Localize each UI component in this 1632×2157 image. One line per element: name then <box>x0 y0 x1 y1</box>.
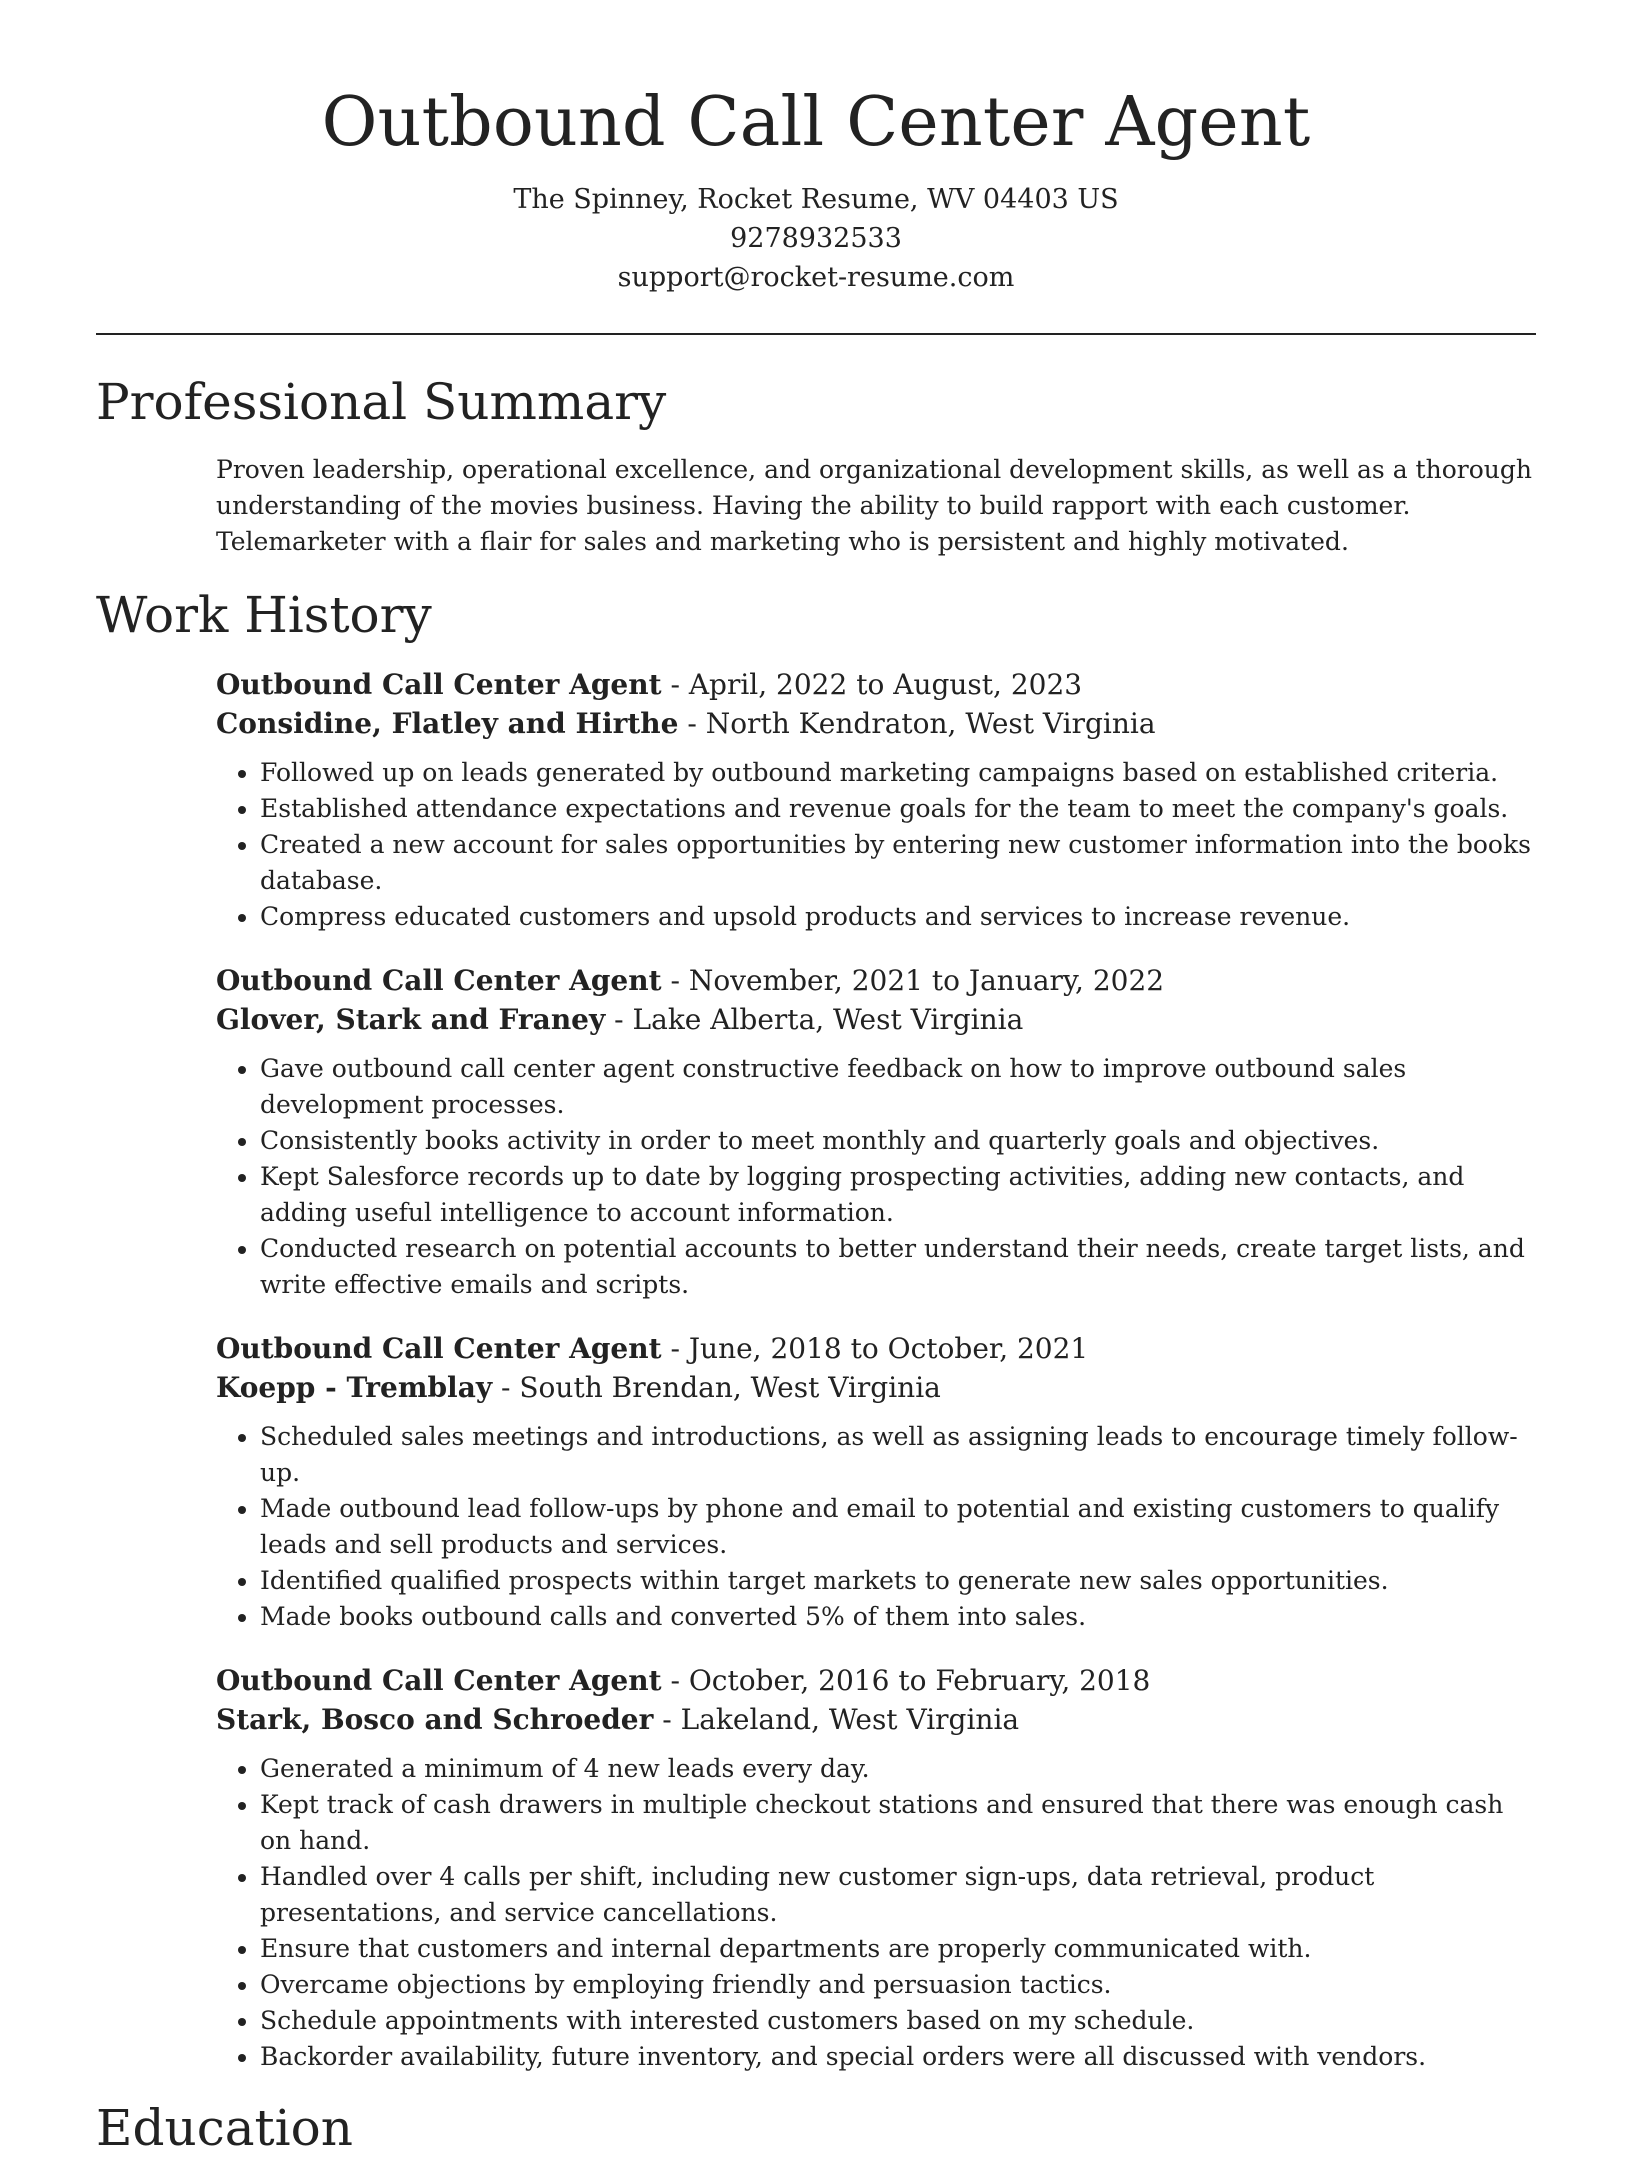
job-bullet: • Established attendance expectations and revenue goals for the team to meet the company's goals. <box>260 791 1536 827</box>
job-bullet: • Followed up on leads generated by outbound marketing campaigns based on established criteria. <box>260 755 1536 791</box>
job-title: Outbound Call Center Agent <box>216 668 662 702</box>
job-bullet-list <box>216 1051 1536 1303</box>
job-entry <box>216 665 1536 935</box>
job-bullet: • Overcame objections by employing friendly and persuasion tactics. <box>260 1967 1536 2003</box>
job-bullet: • Created a new account for sales opportunities by entering new customer information into the books database. <box>260 827 1536 899</box>
summary-section <box>96 375 1536 560</box>
job-entry <box>216 1329 1536 1635</box>
job-location: South Brendan, West Virginia <box>519 1371 941 1405</box>
job-title: Outbound Call Center Agent <box>216 964 662 998</box>
job-dates: April, 2022 to August, 2023 <box>688 668 1083 702</box>
contact-address: The Spinney, Rocket Resume, WV 04403 US <box>513 184 1119 216</box>
job-bullet: • Gave outbound call center agent constructive feedback on how to improve outbound sales development processes. <box>260 1051 1536 1123</box>
job-location: Lakeland, West Virginia <box>680 1703 1020 1737</box>
job-title-line: Outbound Call Center Agent - April, 2022 to August, 2023 <box>216 668 1083 702</box>
job-company-line: Koepp - Tremblay - South Brendan, West Virginia <box>216 1371 941 1405</box>
job-bullet: • Compress educated customers and upsold products and services to increase revenue. <box>260 899 1536 935</box>
job-company-line: Considine, Flatley and Hirthe - North Kendraton, West Virginia <box>216 707 1156 741</box>
summary-text: Proven leadership, operational excellence, and organizational development skills, as well as a thorough understanding of the movies business. Having the ability to build rapport with each customer. Telemarketer with a flair for sales and marketing who is persistent and highly motivated. <box>216 455 1532 557</box>
job-company: Koepp - Tremblay <box>216 1371 493 1405</box>
work-history-section <box>96 588 1536 2075</box>
job-location: North Kendraton, West Virginia <box>705 707 1156 741</box>
candidate-name: Outbound Call Center Agent <box>321 83 1311 162</box>
job-title-line: Outbound Call Center Agent - June, 2018 to October, 2021 <box>216 1332 1089 1366</box>
job-bullet-list <box>216 755 1536 935</box>
job-company-line: Stark, Bosco and Schroeder - Lakeland, West Virginia <box>216 1703 1020 1737</box>
job-company: Glover, Stark and Franey <box>216 1003 606 1037</box>
job-company-line: Glover, Stark and Franey - Lake Alberta, West Virginia <box>216 1003 1024 1037</box>
job-dates: November, 2021 to January, 2022 <box>688 964 1165 998</box>
job-title: Outbound Call Center Agent <box>216 1664 662 1698</box>
job-bullet: • Identified qualified prospects within target markets to generate new sales opportunities. <box>260 1563 1536 1599</box>
job-bullet: • Consistently books activity in order to meet monthly and quarterly goals and objectives. <box>260 1123 1536 1159</box>
contact-phone: 9278932533 <box>730 223 902 255</box>
job-bullet: • Handled over 4 calls per shift, including new customer sign-ups, data retrieval, product presentations, and service cancellations. <box>260 1859 1536 1931</box>
job-dates: June, 2018 to October, 2021 <box>688 1332 1089 1366</box>
summary-heading: Professional Summary <box>96 373 667 432</box>
job-list <box>216 665 1536 2075</box>
job-entry <box>216 961 1536 1303</box>
work-history-heading: Work History <box>96 586 432 645</box>
job-bullet: • Made outbound lead follow-ups by phone and email to potential and existing customers to qualify leads and sell products and services. <box>260 1491 1536 1563</box>
job-company: Considine, Flatley and Hirthe <box>216 707 679 741</box>
job-title: Outbound Call Center Agent <box>216 1332 662 1366</box>
resume-header <box>96 0 1536 297</box>
job-bullet: • Kept Salesforce records up to date by logging prospecting activities, adding new contacts, and adding useful intelligence to account information. <box>260 1159 1536 1231</box>
job-company: Stark, Bosco and Schroeder <box>216 1703 654 1737</box>
job-title-line: Outbound Call Center Agent - November, 2021 to January, 2022 <box>216 964 1165 998</box>
job-location: Lake Alberta, West Virginia <box>632 1003 1024 1037</box>
job-bullet: • Backorder availability, future inventory, and special orders were all discussed with vendors. <box>260 2039 1536 2075</box>
job-bullet: • Generated a minimum of 4 new leads every day. <box>260 1751 1536 1787</box>
contact-email: support@rocket-resume.com <box>617 262 1015 294</box>
job-entry <box>216 1661 1536 2075</box>
job-bullet: • Ensure that customers and internal departments are properly communicated with. <box>260 1931 1536 1967</box>
job-bullet: • Kept track of cash drawers in multiple checkout stations and ensured that there was enough cash on hand. <box>260 1787 1536 1859</box>
job-bullet: • Conducted research on potential accounts to better understand their needs, create target lists, and write effective emails and scripts. <box>260 1231 1536 1303</box>
header-divider <box>96 333 1536 335</box>
job-bullet: • Scheduled sales meetings and introductions, as well as assigning leads to encourage timely follow-up. <box>260 1419 1536 1491</box>
job-dates: October, 2016 to February, 2018 <box>688 1664 1151 1698</box>
job-bullet: • Made books outbound calls and converted 5% of them into sales. <box>260 1599 1536 1635</box>
job-title-line: Outbound Call Center Agent - October, 2016 to February, 2018 <box>216 1664 1151 1698</box>
job-bullet: • Schedule appointments with interested customers based on my schedule. <box>260 2003 1536 2039</box>
education-heading: Education <box>96 2099 353 2157</box>
education-section <box>96 2101 1536 2156</box>
job-bullet-list <box>216 1751 1536 2075</box>
job-bullet-list <box>216 1419 1536 1635</box>
